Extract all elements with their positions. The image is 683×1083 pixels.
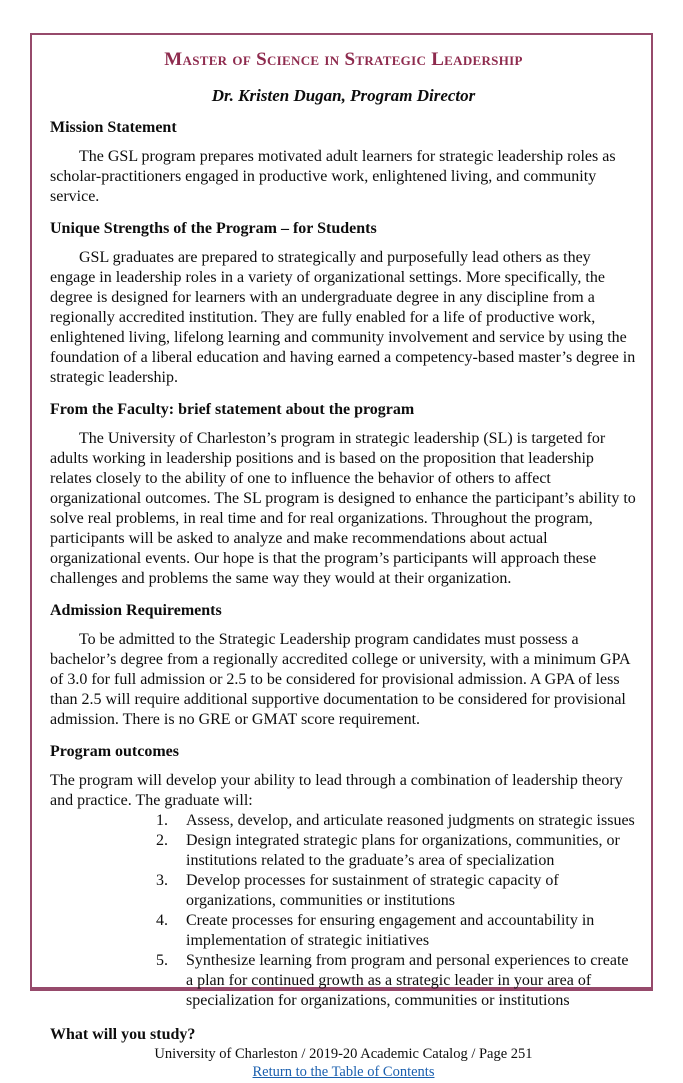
section-heading-what-will-you-study: What will you study? (50, 1026, 196, 1043)
section-heading-program-outcomes: Program outcomes (50, 743, 179, 760)
section-heading-admission-requirements: Admission Requirements (50, 602, 222, 619)
page-border-frame (30, 33, 653, 1080)
admission-requirements-paragraph: To be admitted to the Strategic Leadership program candidates must possess a bachelor’s degree from a regionally accredited college or university, with a minimum GPA of 3.0 for full admission or 2.5 to be considered for provisional admission. A GPA of less than 2.5 will require additional supportive documentation to be considered for provisional admission. There is no GRE or GMAT score requirement. (50, 631, 630, 728)
section-heading-mission-statement: Mission Statement (50, 119, 177, 136)
program-outcome-item: 2. Design integrated strategic plans for organizations, communities, or institutions related to the graduate’s area of specialization (172, 831, 637, 871)
program-outcome-item: 4. Create processes for ensuring engagement and accountability in implementation of strategic initiatives (172, 911, 637, 951)
mission-statement-paragraph: The GSL program prepares motivated adult learners for strategic leadership roles as scholar-practitioners engaged in productive work, enlightened living, and community service. (50, 148, 616, 205)
program-outcomes-intro: The program will develop your ability to lead through a combination of leadership theory and practice. The graduate will: (50, 772, 623, 809)
program-outcome-item: 1. Assess, develop, and articulate reasoned judgments on strategic issues (172, 811, 637, 831)
unique-strengths-paragraph: GSL graduates are prepared to strategically and purposefully lead others as they engage in leadership roles in a variety of organizational settings. More specifically, the degree is designed for learners with an undergraduate degree in any discipline from a regionally accredited institution. They are fully enabled for a life of productive work, enlightened living, lifelong learning and community involvement and service by using the foundation of a liberal education and having earned a competency-based master’s degree in strategic leadership. (50, 249, 636, 386)
footer-catalog-line: University of Charleston / 2019-20 Academic Catalog / Page 251 (154, 1046, 533, 1062)
page-footer (50, 1046, 637, 1083)
page-title: Master of Science in Strategic Leadership (164, 49, 523, 70)
from-the-faculty-paragraph: The University of Charleston’s program in strategic leadership (SL) is targeted for adults working in leadership positions and is based on the proposition that leadership relates closely to the ability of one to influence the behavior of others to affect organizational outcomes. The SL program is designed to enhance the participant’s ability to solve real problems, in real time and for real organizations. Throughout the program, participants will be asked to analyze and make recommendations about actual organizational events. Our hope is that the program’s participants will approach these challenges and problems the same way they would at their organization. (50, 430, 636, 587)
program-director-byline: Dr. Kristen Dugan, Program Director (211, 86, 476, 105)
program-outcomes-list (50, 811, 637, 1011)
section-heading-unique-strengths: Unique Strengths of the Program – for Students (50, 220, 377, 237)
program-outcome-item: 5. Synthesize learning from program and personal experiences to create a plan for continued growth as a strategic leader in your area of specialization for organizations, communities or institutions (172, 951, 637, 1011)
table-of-contents-link[interactable]: Return to the Table of Contents (252, 1064, 435, 1080)
program-outcome-item: 3. Develop processes for sustainment of strategic capacity of organizations, communities or institutions (172, 871, 637, 911)
section-heading-from-the-faculty: From the Faculty: brief statement about the program (50, 401, 415, 418)
